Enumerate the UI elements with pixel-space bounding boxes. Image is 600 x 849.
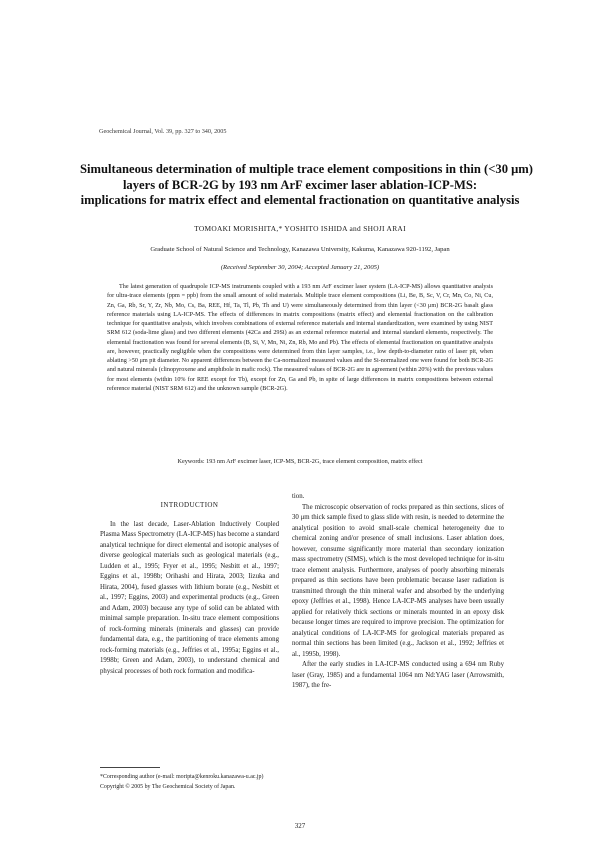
corresponding-author-note: *Corresponding author (e-mail: moripta@kenroku.kanazawa-u.ac.jp) [100,774,264,780]
received-accepted-dates: (Received September 30, 2004; Accepted January 21, 2005) [220,264,380,271]
abstract-text: The latest generation of quadrupole ICP-MS instruments coupled with a 193 nm ArF excimer laser system (LA-ICP-MS) allows quantitative analysis for ultra-trace elements (ppm = ppb) from the small amount of solid materials. Multiple trace element compositions (Li, Be, B, Sc, V, Cr, Mn, Co, Ni, Cu, Zn, Ga, Rb, Sr, Y, Zr, Nb, Mo, Cs, Ba, REE, Hf, Ta, Tl, Pb, Th and U) were simultaneously determined from thin layer (<30 μm) BCR-2G basalt glass reference materials using LA-ICP-MS. The effects of differences in matrix compositions (matrix effect) and elemental fractionation on the calibration technique for quantitative analysis, which involves combinations of external reference materials and internal standardization, were examined by using NIST SRM 612 (soda-lime glass) and two different elements (42Ca and 29Si) as an external reference material and internal standard elements, respectively. The elemental fractionation was found for several elements (B, Si, V, Mn, Ni, Zn, Rb, Mo and Pb). The effects of elemental fractionation on quantitative analysis are, however, practically negligible when the compositions were determined from thin layer samples, i.e., low depth-to-diameter ratio of laser pit, when ablating >50 μm pit diameter. No apparent differences between the Ca-normalized measured values and the Si-normalized one were found for both BCR-2G and natural minerals (clinopyroxene and amphibole in mafic rock). The measured values of BCR-2G are in agreement (within 20%) with the previous values for most elements (within 10% for REE except for Tb), except for Zn, Ga and Pb, in spite of large differences in matrix compositions between external reference material (NIST SRM 612) and the unknown sample (BCR-2G). [107,284,493,392]
journal-reference: Geochemical Journal, Vol. 39, pp. 327 to 340, 2005 [99,128,227,135]
right-column [292,492,504,692]
article-title [80,162,533,209]
left-column [100,500,279,677]
author-list: TOMOAKI MORISHITA,* YOSHITO ISHIDA and SHOJI ARAI [194,224,406,233]
section-heading-introduction: INTRODUCTION [160,501,219,509]
introduction-paragraph-2: The microscopic observation of rocks prepared as thin sections, slices of 30 μm thick sample fixed to glass slide with resin, is needed to determine the analytical position to avoid small-scale chemical heterogeneity due to chemical zoning and/or presence of small inclusions. Laser ablation does, however, consume significantly more material than secondary ionization mass spectrometry (SIMS), which is the most developed technique for in-situ trace element analysis. Furthermore, analyses of poorly absorbing minerals prepared as thin sections have been problematic because laser radiation is transmitted through the thin mineral wafer and absorbed by the underlying epoxy (Jeffries et al., 1998). Hence LA-ICP-MS analyses have been usually applied for relatively thick sections or minerals mounted in an epoxy disk because longer times are required to improve precision. The optimization for analytical conditions of LA-ICP-MS for geological materials prepared as normal thin sections has been limited (e.g., Jackson et al., 1992; Jeffries et al., 1995b, 1998). [292,503,504,658]
keywords: Keywords: 193 nm ArF excimer laser, ICP-MS, BCR-2G, trace element composition, matrix effect [177,458,423,465]
introduction-paragraph-3: After the early studies in LA-ICP-MS conducted using a 694 nm Ruby laser (Gray, 1985) and a fundamental 1064 nm Nd:YAG laser (Arrowsmith, 1987), the fre- [292,661,504,689]
title-line-1: Simultaneous determination of multiple trace element compositions in thin (<30 μm) [80,162,533,176]
title-line-2: layers of BCR-2G by 193 nm ArF excimer laser ablation-ICP-MS: [122,177,478,192]
introduction-continuation: tion. [292,493,305,500]
footnote [100,772,300,793]
footnote-divider [100,767,160,768]
introduction-paragraph-1: In the last decade, Laser-Ablation Inductively Coupled Plasma Mass Spectrometry (LA-ICP-MS) has become a standard analytical technique for direct elemental and isotopic analyses of diverse geological materials such as geological materials (e.g., Ludden et al., 1995; Fryer et al., 1995; Nesbitt et al., 1997; Eggins et al., 1998b; Orihashi and Hirata, 2003; Iizuka and Hirata, 2004), fused glasses with lithium borate (e.g., Nesbitt et al., 1997; Eggins, 2003) and experimental products (e.g., Green and Adam, 2003) because any type of solid can be ablated with minimal sample preparation. In-situ trace element compositions of rock-forming minerals (minerals and glasses) can provide fundamental data, e.g., the partitioning of trace elements among rock-forming materials (e.g., Jeffries et al., 1995a; Eggins et al., 1998b; Green and Adam, 2003), to understand chemical and physical processes of both rock formation and modifica- [100,520,279,675]
page-number: 327 [294,822,306,830]
copyright-note: Copyright © 2005 by The Geochemical Society of Japan. [100,784,236,791]
abstract [107,283,493,394]
title-line-3: implications for matrix effect and elemental fractionation on quantitative analysis [80,193,520,207]
author-affiliation: Graduate School of Natural Science and Technology, Kanazawa University, Kakuma, Kanazawa 920-1192, Japan [150,246,450,253]
